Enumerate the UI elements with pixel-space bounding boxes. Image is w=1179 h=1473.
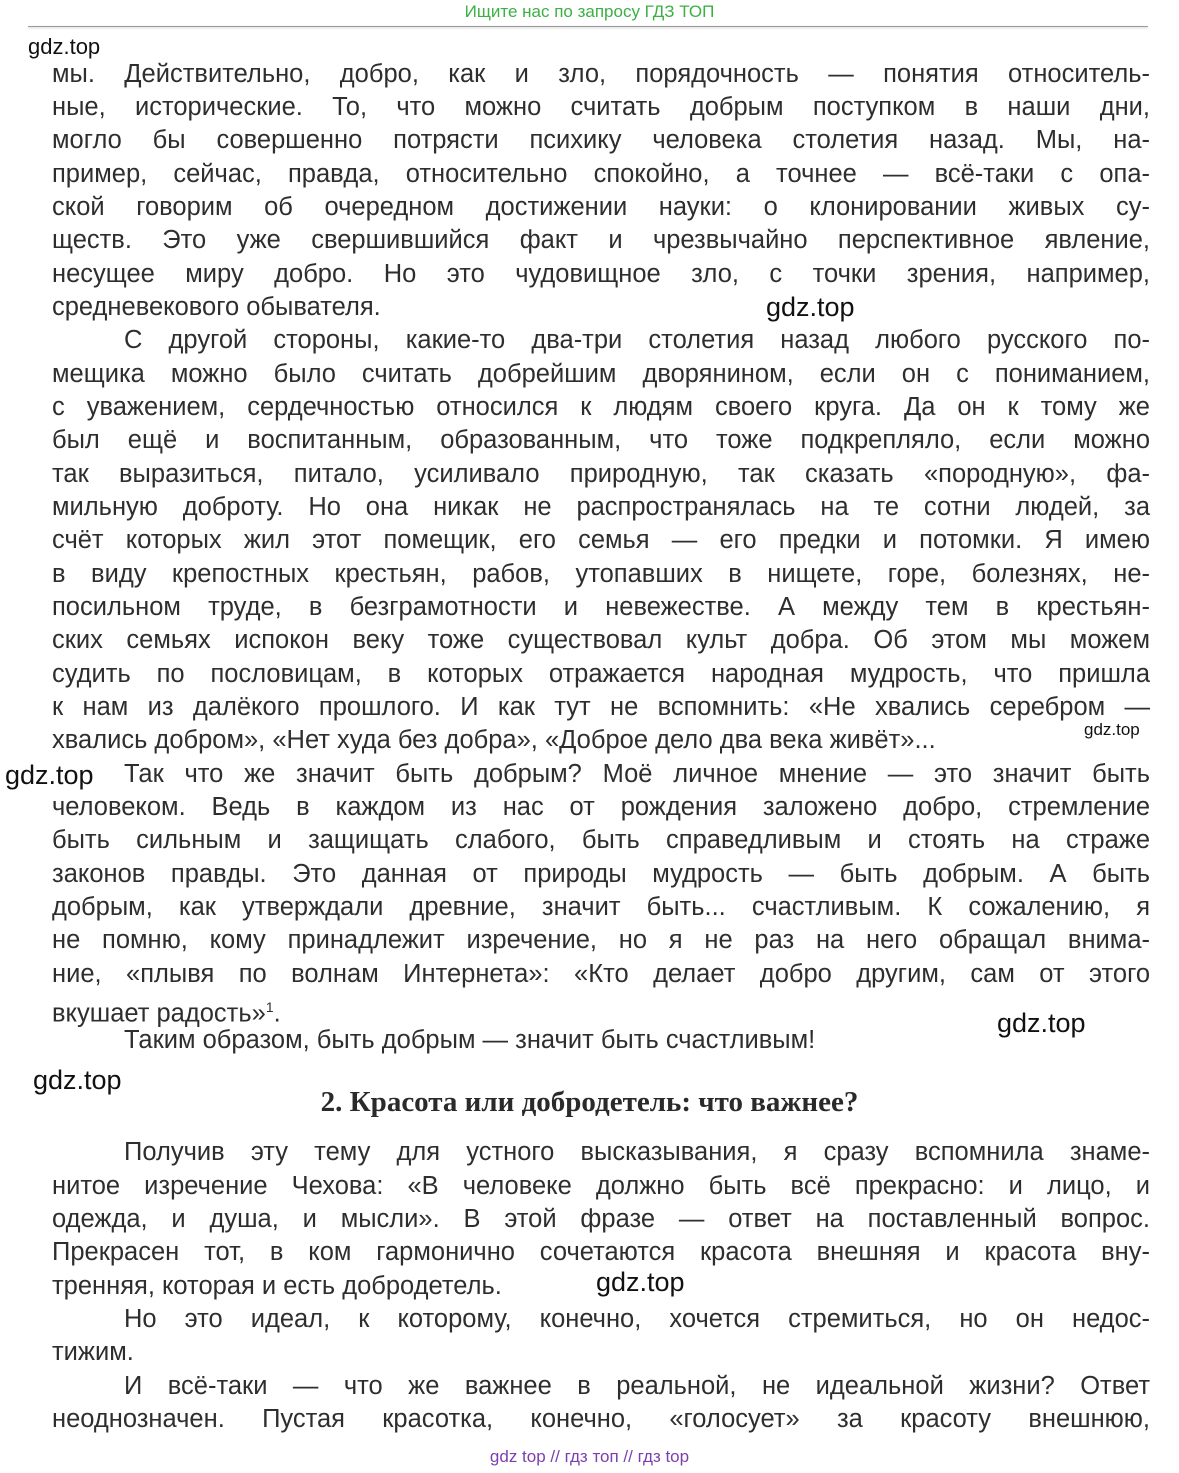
text-line: могло бы совершенно потрясти психику человека столетия назад. Мы, на-	[52, 126, 1150, 154]
text-line: в виду крепостных крестьян, рабов, утопавших в нищете, горе, болезнях, не-	[52, 560, 1150, 588]
text-line: был ещё и воспитанным, образованным, что тоже подкрепляло, если можно	[52, 426, 1150, 454]
text-line: С другой стороны, какие-то два-три столетия назад любого русского по-	[124, 326, 1150, 354]
text-line: человеком. Ведь в каждом из нас от рождения заложено добро, стремление	[52, 793, 1150, 821]
text-line: быть сильным и защищать слабого, быть справедливым и стоять на страже	[52, 826, 1150, 854]
text-line: Получив эту тему для устного высказывания, я сразу вспомнила знаме-	[124, 1138, 1150, 1166]
watermark: gdz.top	[997, 1008, 1086, 1038]
text-line: мещика можно было считать добрейшим дворянином, если он с пониманием,	[52, 360, 1150, 388]
footnote-tail: .	[273, 999, 281, 1028]
text-line: посильном труде, в безграмотности и невежестве. А между тем в крестьян-	[52, 593, 1150, 621]
text-line: мильную доброту. Но она никак не распространялась на те сотни людей, за	[52, 493, 1150, 521]
watermark: gdz.top	[28, 34, 101, 59]
footer-links[interactable]: gdz top // гдз топ // гдз top	[489, 1447, 690, 1466]
text-line: ние, «плывя по волнам Интернета»: «Кто делает добро другим, сам от этого	[52, 960, 1150, 988]
watermark: gdz.top	[1084, 720, 1140, 739]
text-line: так выразиться, питало, усиливало природную, так сказать «породную», фа-	[52, 460, 1150, 488]
text-line: неоднозначен. Пустая красотка, конечно, «голосует» за красоту внешнюю,	[52, 1405, 1150, 1433]
text-line	[52, 991, 1150, 1028]
text-line: одежда, и душа, и мысли». В этой фразе — ответ на поставленный вопрос.	[52, 1205, 1150, 1233]
text-line: тижим.	[52, 1338, 134, 1366]
top-banner[interactable]: Ищите нас по запросу ГДЗ ТОП	[464, 2, 715, 21]
text-line: хвались добром», «Нет худа без добра», «Доброе дело два века живёт»...	[52, 726, 936, 754]
text-line: Но это идеал, к которому, конечно, хочется стремиться, но он недос-	[124, 1305, 1150, 1333]
top-divider	[28, 26, 1148, 27]
text-line: ских семьях испокон веку тоже существовал культ добра. Об этом мы можем	[52, 626, 1150, 654]
text-line: несущее миру добро. Но это чудовищное зло, с точки зрения, например,	[52, 260, 1150, 288]
text-line-content: вкушает радость»	[52, 999, 266, 1028]
text-line: Так что же значит быть добрым? Моё личное мнение — это значит быть	[124, 760, 1150, 788]
text-line: средневекового обывателя.	[52, 293, 381, 321]
text-line: Прекрасен тот, в ком гармонично сочетаются красота внешняя и красота вну-	[52, 1238, 1150, 1266]
text-line: добрым, как утверждали древние, значит быть... счастливым. К сожалению, я	[52, 893, 1150, 921]
text-line: И всё-таки — что же важнее в реальной, не идеальной жизни? Ответ	[124, 1372, 1150, 1400]
text-line: ществ. Это уже свершившийся факт и чрезвычайно перспективное явление,	[52, 226, 1150, 254]
watermark: gdz.top	[5, 760, 94, 790]
text-line: пример, сейчас, правда, относительно спокойно, а точнее — всё-таки с опа-	[52, 160, 1150, 188]
section-heading: 2. Красота или добродетель: что важнее?	[320, 1086, 859, 1118]
text-line: Таким образом, быть добрым — значит быть счастливым!	[124, 1026, 816, 1054]
text-line: законов правды. Это данная от природы мудрость — быть добрым. А быть	[52, 860, 1150, 888]
text-line: судить по пословицам, в которых отражается народная мудрость, что пришла	[52, 660, 1150, 688]
text-line: к нам из далёкого прошлого. И как тут не вспомнить: «Не хвались серебром —	[52, 693, 1150, 721]
text-line: с уважением, сердечностью относился к людям своего круга. Да он к тому же	[52, 393, 1150, 421]
watermark: gdz.top	[596, 1267, 685, 1297]
footnote-mark: 1	[265, 999, 274, 1015]
text-line: нитое изречение Чехова: «В человеке должно быть всё прекрасно: и лицо, и	[52, 1172, 1150, 1200]
text-line: тренняя, которая и есть добродетель.	[52, 1272, 502, 1300]
text-line: мы. Действительно, добро, как и зло, порядочность — понятия относитель-	[52, 60, 1150, 88]
watermark: gdz.top	[766, 292, 855, 322]
watermark: gdz.top	[33, 1065, 122, 1095]
text-line: ской говорим об очередном достижении науки: о клонировании живых су-	[52, 193, 1150, 221]
text-line: ные, исторические. То, что можно считать добрым поступком в наши дни,	[52, 93, 1150, 121]
text-line: не помню, кому принадлежит изречение, но я не раз на него обращал внима-	[52, 926, 1150, 954]
text-line: счёт которых жил этот помещик, его семья — его предки и потомки. Я имею	[52, 526, 1150, 554]
